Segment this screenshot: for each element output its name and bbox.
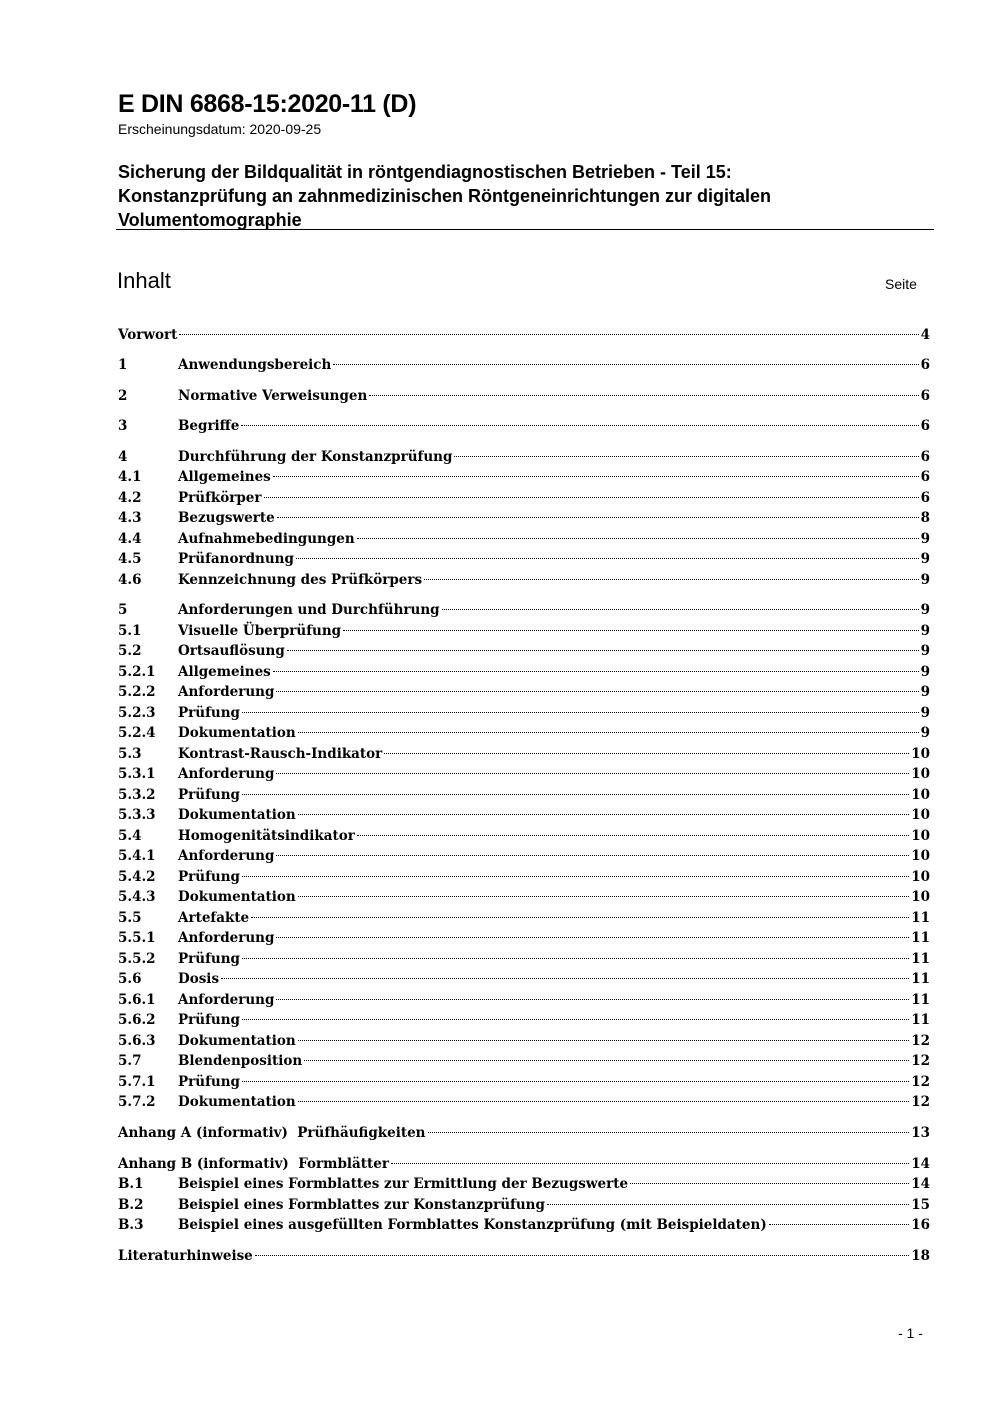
toc-dot-leader [630, 1183, 909, 1184]
toc-entry-title: Prüfung [178, 787, 240, 803]
toc-entry-page: 6 [920, 469, 930, 485]
toc-entry-page: 10 [911, 746, 930, 762]
toc-entry[interactable] [118, 1072, 930, 1092]
toc-entry-title: Vorwort [118, 327, 178, 343]
toc-entry-page: 12 [911, 1053, 930, 1069]
toc-entry-number: 5.2.2 [118, 684, 156, 700]
toc-entry[interactable] [118, 447, 930, 467]
toc-entry-number: 5.3.2 [118, 787, 156, 803]
toc-entry-page: 11 [911, 1012, 930, 1028]
toc-entry-number: B.1 [118, 1176, 144, 1192]
toc-dot-leader [296, 558, 919, 559]
toc-entry-title: Anforderung [178, 848, 275, 864]
toc-dot-leader [357, 835, 909, 836]
toc-entry-number: 4.6 [118, 572, 142, 588]
toc-entry-number: 3 [118, 418, 128, 434]
toc-entry-page: 14 [911, 1176, 930, 1192]
toc-entry-page: 9 [920, 551, 930, 567]
toc-dot-leader [298, 732, 919, 733]
toc-dot-leader [287, 650, 919, 651]
toc-dot-leader [277, 517, 919, 518]
toc-entry-number: 5.2.3 [118, 705, 156, 721]
toc-entry[interactable] [118, 1174, 930, 1194]
toc-dot-leader [242, 1019, 909, 1020]
toc-entry-page: 15 [911, 1197, 930, 1213]
toc-entry-number: 4.3 [118, 510, 142, 526]
toc-entry-page: 9 [920, 684, 930, 700]
toc-entry-title: Kennzeichnung des Prüfkörpers [178, 572, 423, 588]
toc-entry[interactable] [118, 549, 930, 569]
toc-dot-leader [547, 1204, 909, 1205]
toc-entry-title: Dosis [178, 971, 220, 987]
toc-entry-page: 11 [911, 951, 930, 967]
toc-dot-leader [242, 794, 909, 795]
toc-entry-title: Aufnahmebedingungen [178, 531, 355, 547]
toc-entry-page: 11 [911, 930, 930, 946]
toc-entry[interactable] [118, 600, 930, 620]
toc-entry-title: Allgemeines [178, 664, 271, 680]
toc-entry-number: 1 [118, 357, 128, 373]
toc-entry-number: 5.2.4 [118, 725, 156, 741]
toc-entry-page: 9 [920, 572, 930, 588]
toc-entry-page: 11 [911, 992, 930, 1008]
toc-entry-number: 5.4.1 [118, 848, 156, 864]
toc-entry-title: Prüfung [178, 1012, 240, 1028]
toc-entry-number: B.3 [118, 1217, 144, 1233]
toc-dot-leader [276, 937, 909, 938]
toc-entry-title: Dokumentation [178, 1094, 296, 1110]
toc-entry[interactable] [118, 682, 930, 702]
toc-entry[interactable] [118, 908, 930, 928]
toc-dot-leader [264, 497, 919, 498]
toc-entry[interactable] [118, 723, 930, 743]
toc-entry[interactable] [118, 662, 930, 682]
toc-entry[interactable] [118, 467, 930, 487]
toc-entry-number: 5.7.2 [118, 1094, 156, 1110]
toc-entry-page: 10 [911, 787, 930, 803]
toc-dot-leader [241, 425, 918, 426]
toc-dot-leader [298, 814, 909, 815]
toc-dot-leader [428, 1132, 910, 1133]
toc-entry-page: 10 [911, 848, 930, 864]
toc-entry-title: Dokumentation [178, 807, 296, 823]
toc-dot-leader [298, 1040, 909, 1041]
toc-entry-title: Homogenitätsindikator [178, 828, 355, 844]
toc-entry-page: 9 [920, 602, 930, 618]
toc-dot-leader [369, 395, 918, 396]
toc-heading: Inhalt [117, 268, 171, 293]
toc-entry-page: 13 [911, 1125, 930, 1141]
toc-entry-title: Artefakte [178, 910, 250, 926]
toc-entry-number: 4.4 [118, 531, 142, 547]
toc-entry-number: 5.2 [118, 643, 142, 659]
toc-entry-page: 14 [911, 1156, 930, 1172]
toc-entry[interactable] [118, 867, 930, 887]
toc-entry[interactable] [118, 887, 930, 907]
toc-entry-page: 10 [911, 766, 930, 782]
toc-dot-leader [179, 334, 918, 335]
toc-entry-page: 9 [920, 623, 930, 639]
toc-entry-title: Anforderungen und Durchführung [178, 602, 440, 618]
toc-dot-leader [304, 1060, 909, 1061]
toc-dot-leader [391, 1163, 909, 1164]
title-line: Volumentomographie [118, 210, 302, 230]
toc-entry-page: 10 [911, 828, 930, 844]
toc-dot-leader [298, 896, 909, 897]
toc-entry-title: Ortsauflösung [178, 643, 285, 659]
toc-entry[interactable] [118, 1154, 930, 1174]
toc-entry-number: 5.5.1 [118, 930, 156, 946]
toc-entry-number: 5.4 [118, 828, 142, 844]
toc-entry-title: Blendenposition [178, 1053, 303, 1069]
toc-entry[interactable] [118, 325, 930, 345]
toc-dot-leader [242, 712, 919, 713]
toc-entry-number: 5.3.1 [118, 766, 156, 782]
toc-entry-page: 10 [911, 807, 930, 823]
toc-entry-number: 5.4.3 [118, 889, 156, 905]
toc-entry-title: Anforderung [178, 930, 275, 946]
toc-dot-leader [273, 671, 919, 672]
toc-entry[interactable] [118, 1123, 930, 1143]
toc-dot-leader [442, 609, 919, 610]
toc-entry[interactable] [118, 1092, 930, 1112]
toc-entry-title: Beispiel eines ausgefüllten Formblattes Konstanzprüfung (mit Beispieldaten) [178, 1217, 767, 1233]
toc-dot-leader [276, 855, 909, 856]
toc-entry-title: Anwendungsbereich [178, 357, 332, 373]
toc-entry-number: 4.5 [118, 551, 142, 567]
toc-entry[interactable] [118, 529, 930, 549]
toc-entry-title: Durchführung der Konstanzprüfung [178, 449, 453, 465]
toc-entry[interactable] [118, 969, 930, 989]
toc-dot-leader [242, 1081, 909, 1082]
toc-entry-page: 12 [911, 1033, 930, 1049]
toc-entry-title: Visuelle Überprüfung [178, 623, 342, 639]
toc-entry[interactable] [118, 846, 930, 866]
toc-entry-title: Normative Verweisungen [178, 388, 368, 404]
document-id: E DIN 6868-15:2020-11 (D) [118, 90, 417, 118]
toc-entry-number: 5.6.1 [118, 992, 156, 1008]
toc-dot-leader [454, 456, 918, 457]
toc-dot-leader [357, 538, 919, 539]
page-number: - 1 - [898, 1325, 923, 1341]
toc-entry-page: 10 [911, 869, 930, 885]
toc-entry[interactable] [118, 703, 930, 723]
toc-entry-title: Anforderung [178, 684, 275, 700]
toc-entry-page: 9 [920, 705, 930, 721]
title-divider [116, 229, 934, 230]
toc-entry-title: Prüfanordnung [178, 551, 294, 567]
toc-dot-leader [273, 476, 919, 477]
toc-entry-number: 5.5 [118, 910, 142, 926]
toc-page-column-label: Seite [885, 276, 917, 292]
toc-dot-leader [251, 917, 909, 918]
toc-entry-title: Prüfkörper [178, 490, 262, 506]
toc-entry[interactable] [118, 508, 930, 528]
toc-entry-number: 5.7.1 [118, 1074, 156, 1090]
toc-entry-page: 6 [920, 357, 930, 373]
toc-entry-title: Beispiel eines Formblattes zur Konstanzprüfung [178, 1197, 545, 1213]
toc-entry-number: 5.1 [118, 623, 142, 639]
toc-entry[interactable] [118, 785, 930, 805]
toc-entry-title: Anhang B (informativ) Formblätter [118, 1156, 389, 1172]
toc-dot-leader [424, 579, 919, 580]
toc-entry[interactable] [118, 355, 930, 375]
toc-entry-number: 5.2.1 [118, 664, 156, 680]
toc-entry-page: 6 [920, 418, 930, 434]
toc-entry[interactable] [118, 928, 930, 948]
toc-entry[interactable] [118, 990, 930, 1010]
toc-entry[interactable] [118, 949, 930, 969]
toc-entry-number: 5.4.2 [118, 869, 156, 885]
toc-entry[interactable] [118, 805, 930, 825]
toc-entry[interactable] [118, 1031, 930, 1051]
toc-entry-number: 4 [118, 449, 128, 465]
toc-entry-title: Dokumentation [178, 889, 296, 905]
toc-entry-page: 9 [920, 725, 930, 741]
toc-dot-leader [242, 958, 909, 959]
toc-entry-title: Anhang A (informativ) Prüfhäufigkeiten [118, 1125, 426, 1141]
toc-entry-number: 5.6.3 [118, 1033, 156, 1049]
toc-entry-page: 6 [920, 388, 930, 404]
toc-dot-leader [384, 753, 909, 754]
toc-entry-number: 5.3 [118, 746, 142, 762]
toc-entry-number: 2 [118, 388, 128, 404]
toc-entry-page: 4 [920, 327, 930, 343]
toc-entry-number: 4.2 [118, 490, 142, 506]
toc-entry[interactable] [118, 764, 930, 784]
toc-dot-leader [276, 773, 909, 774]
toc-entry[interactable] [118, 826, 930, 846]
toc-dot-leader [276, 691, 918, 692]
toc-entry[interactable] [118, 1215, 930, 1235]
toc-entry-number: 5 [118, 602, 128, 618]
toc-entry[interactable] [118, 488, 930, 508]
toc-entry-title: Prüfung [178, 705, 240, 721]
toc-entry-page: 6 [920, 490, 930, 506]
toc-entry-title: Anforderung [178, 992, 275, 1008]
toc-dot-leader [298, 1101, 909, 1102]
toc-entry-number: 5.3.3 [118, 807, 156, 823]
toc-entry-page: 9 [920, 643, 930, 659]
toc-dot-leader [343, 630, 919, 631]
toc-entry-title: Prüfung [178, 951, 240, 967]
toc-entry-number: 5.7 [118, 1053, 142, 1069]
toc-entry[interactable] [118, 744, 930, 764]
title-line: Konstanzprüfung an zahnmedizinischen Röntgeneinrichtungen zur digitalen [118, 186, 772, 206]
toc-dot-leader [221, 978, 909, 979]
toc-entry-title: Begriffe [178, 418, 240, 434]
toc-dot-leader [276, 999, 909, 1000]
toc-entry-number: B.2 [118, 1197, 144, 1213]
toc-entry[interactable] [118, 386, 930, 406]
toc-entry-page: 9 [920, 664, 930, 680]
title-line: Sicherung der Bildqualität in röntgendiagnostischen Betrieben - Teil 15: [118, 162, 732, 182]
toc-entry[interactable] [118, 1246, 930, 1266]
toc-entry-title: Dokumentation [178, 725, 296, 741]
toc-entry-page: 16 [911, 1217, 930, 1233]
toc-entry-number: 5.6 [118, 971, 142, 987]
toc-entry-page: 11 [911, 971, 930, 987]
toc-entry-number: 5.5.2 [118, 951, 156, 967]
toc-entry-page: 6 [920, 449, 930, 465]
toc-entry-number: 5.6.2 [118, 1012, 156, 1028]
toc-entry[interactable] [118, 1195, 930, 1215]
toc-entry[interactable] [118, 416, 930, 436]
toc-dot-leader [333, 364, 918, 365]
toc-entry-page: 12 [911, 1094, 930, 1110]
toc-entry-title: Beispiel eines Formblattes zur Ermittlung der Bezugswerte [178, 1176, 629, 1192]
toc-entry-title: Kontrast-Rausch-Indikator [178, 746, 383, 762]
document-title [118, 160, 928, 232]
toc-entry-title: Literaturhinweise [118, 1248, 253, 1264]
toc-dot-leader [769, 1224, 910, 1225]
toc-entry[interactable] [118, 570, 930, 590]
toc-entry[interactable] [118, 1010, 930, 1030]
toc-entry-title: Dokumentation [178, 1033, 296, 1049]
toc-entry-page: 11 [911, 910, 930, 926]
toc-entry[interactable] [118, 621, 930, 641]
publication-date: Erscheinungsdatum: 2020-09-25 [118, 121, 322, 137]
toc-entry-title: Prüfung [178, 869, 240, 885]
toc-entry[interactable] [118, 1051, 930, 1071]
toc-entry-page: 8 [920, 510, 930, 526]
toc-dot-leader [242, 876, 909, 877]
toc-dot-leader [255, 1255, 909, 1256]
toc-entry-title: Allgemeines [178, 469, 271, 485]
toc-entry-number: 4.1 [118, 469, 142, 485]
toc-entry-page: 10 [911, 889, 930, 905]
toc-entry-title: Anforderung [178, 766, 275, 782]
toc-entry-page: 18 [911, 1248, 930, 1264]
toc-entry-page: 9 [920, 531, 930, 547]
toc-entry[interactable] [118, 641, 930, 661]
toc-entry-title: Bezugswerte [178, 510, 275, 526]
toc-entry-page: 12 [911, 1074, 930, 1090]
toc-entry-title: Prüfung [178, 1074, 240, 1090]
